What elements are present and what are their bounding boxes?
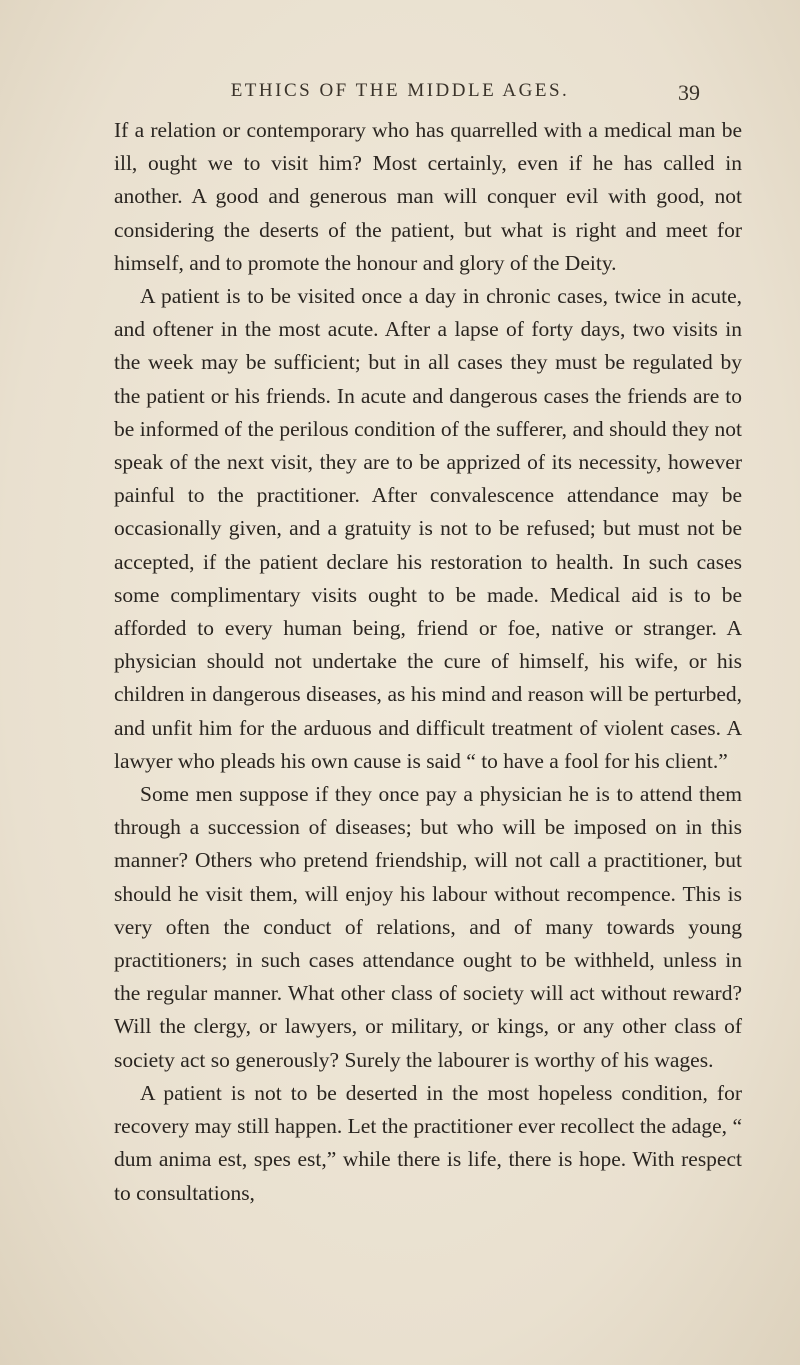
- running-title: ETHICS OF THE MIDDLE AGES.: [230, 80, 570, 101]
- paragraph-2: A patient is to be visited once a day in chronic cases, twice in acute, and oftener in the most acute. After a lapse of forty days, two visits in the week may be sufficient; but in all cases they must be regulated by the patient or his friends. In acute and dangerous cases the friends are to be informed of the perilous condition of the sufferer, and should they not speak of the next visit, they are to be apprized of its necessity, however painful to the practitioner. After convalescence attendance may be occasionally given, and a gratuity is not to be refused; but must not be accepted, if the patient declare his restoration to health. In such cases some complimentary visits ought to be made. Medical aid is to be afforded to every human being, friend or foe, native or stranger. A physician should not undertake the cure of himself, his wife, or his children in dangerous diseases, as his mind and reason will be perturbed, and unfit him for the arduous and difficult treatment of violent cases. A lawyer who pleads his own cause is said “ to have a fool for his client.”: [114, 284, 742, 773]
- paragraph-3: Some men suppose if they once pay a physician he is to attend them through a succession of diseases; but who will be imposed on in this manner? Others who pretend friendship, will not call a practitioner, but should he visit them, will enjoy his labour without recompence. This is very often the conduct of relations, and of many towards young practitioners; in such cases attendance ought to be withheld, unless in the regular manner. What other class of society will act without reward? Will the clergy, or lawyers, or military, or kings, or any other class of society act so generously? Surely the labourer is worthy of his wages.: [114, 782, 742, 1072]
- running-head: [100, 80, 700, 110]
- body-text: [114, 114, 742, 1210]
- paragraph-1: If a relation or contemporary who has quarrelled with a medical man be ill, ought we to visit him? Most certainly, even if he has called in another. A good and generous man will conquer evil with good, not considering the deserts of the patient, but what is right and meet for himself, and to promote the honour and glory of the Deity.: [114, 118, 742, 275]
- paragraph-4: A patient is not to be deserted in the most hopeless condition, for recovery may still happen. Let the practitioner ever recollect the adage, “ dum anima est, spes est,” while there is life, there is hope. With respect to consultations,: [114, 1080, 742, 1205]
- page-number: 39: [678, 80, 700, 105]
